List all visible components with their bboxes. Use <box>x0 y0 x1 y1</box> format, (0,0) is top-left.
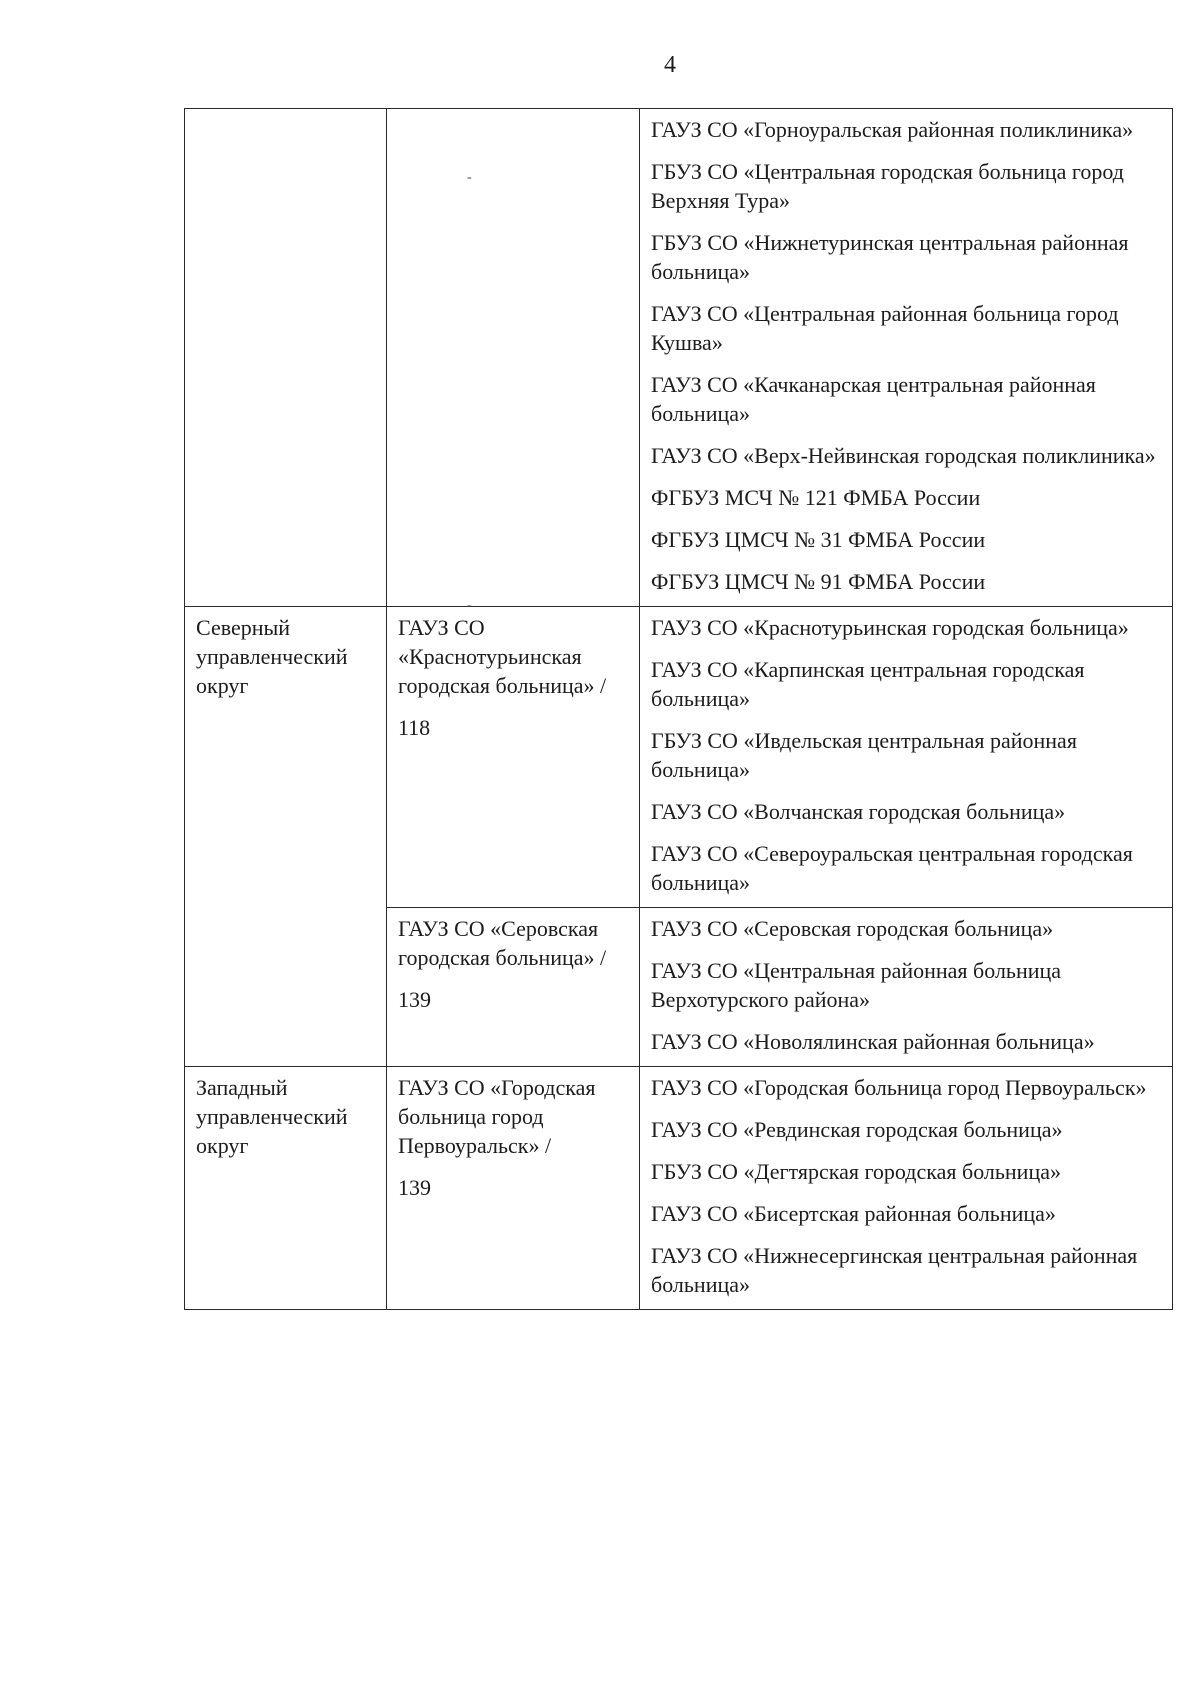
facility-item: ГАУЗ СО «Краснотурьинская городская больница» <box>651 615 1129 640</box>
facility-item: ГАУЗ СО «Центральная районная больница Верхотурского района» <box>651 958 1062 1012</box>
center-name: ГАУЗ СО «Городская больница город Первоуральск» / <box>398 1075 596 1158</box>
facility-item: ГАУЗ СО «Верх-Нейвинская городская поликлиника» <box>651 443 1156 468</box>
facility-item: ГАУЗ СО «Нижнесергинская центральная районная больница» <box>651 1243 1138 1297</box>
district-name: Северный управленческий округ <box>196 615 348 698</box>
facilities-cell <box>640 109 1173 607</box>
table-row <box>185 1067 1173 1310</box>
facility-item: ГАУЗ СО «Горноуральская районная поликлиника» <box>651 117 1134 142</box>
center-name: ГАУЗ СО «Серовская городская больница» / <box>398 916 607 970</box>
center-cell <box>387 109 640 613</box>
center-cell <box>387 1067 640 1310</box>
district-cell <box>185 109 387 607</box>
scan-mark: - <box>467 598 472 613</box>
facility-item: ГБУЗ СО «Ивдельская центральная районная больница» <box>651 728 1077 782</box>
center-cell <box>387 607 640 908</box>
facility-item: ФГБУЗ ЦМСЧ № 91 ФМБА России <box>651 569 986 594</box>
facility-item: ГАУЗ СО «Ревдинская городская больница» <box>651 1117 1063 1142</box>
center-name: ГАУЗ СО «Краснотурьинская городская больница» / <box>398 615 607 698</box>
district-cell <box>185 607 387 1067</box>
facilities-cell <box>640 1067 1173 1310</box>
facility-item: ГАУЗ СО «Североуральская центральная городская больница» <box>651 841 1133 895</box>
center-cell <box>387 908 640 1067</box>
facility-item: ГАУЗ СО «Качканарская центральная районная больница» <box>651 372 1096 426</box>
facility-item: ГАУЗ СО «Центральная районная больница город Кушва» <box>651 301 1119 355</box>
table-row <box>185 607 1173 908</box>
page-number: 4 <box>664 52 676 78</box>
facility-item: ГАУЗ СО «Карпинская центральная городская больница» <box>651 657 1085 711</box>
facilities-cell <box>640 908 1173 1067</box>
routing-table <box>184 108 1173 1310</box>
facility-item: ГБУЗ СО «Центральная городская больница город Верхняя Тура» <box>651 159 1124 213</box>
facility-item: ФГБУЗ ЦМСЧ № 31 ФМБА России <box>651 527 986 552</box>
district-name: Западный управленческий округ <box>196 1075 348 1158</box>
facility-item: ГАУЗ СО «Волчанская городская больница» <box>651 799 1066 824</box>
center-count: 139 <box>398 987 431 1012</box>
facility-item: ГАУЗ СО «Городская больница город Первоуральск» <box>651 1075 1147 1100</box>
facility-item: ФГБУЗ МСЧ № 121 ФМБА России <box>651 485 981 510</box>
facilities-cell <box>640 607 1173 908</box>
facility-item: ГБУЗ СО «Нижнетуринская центральная районная больница» <box>651 230 1129 284</box>
facility-item: ГАУЗ СО «Новолялинская районная больница» <box>651 1029 1095 1054</box>
center-count: 118 <box>398 715 431 740</box>
facility-item: ГАУЗ СО «Серовская городская больница» <box>651 916 1054 941</box>
district-cell <box>185 1067 387 1310</box>
center-count: 139 <box>398 1175 431 1200</box>
scan-mark: - <box>467 170 472 185</box>
facility-item: ГБУЗ СО «Дегтярская городская больница» <box>651 1159 1061 1184</box>
facility-item: ГАУЗ СО «Бисертская районная больница» <box>651 1201 1056 1226</box>
table-row <box>185 109 1173 607</box>
